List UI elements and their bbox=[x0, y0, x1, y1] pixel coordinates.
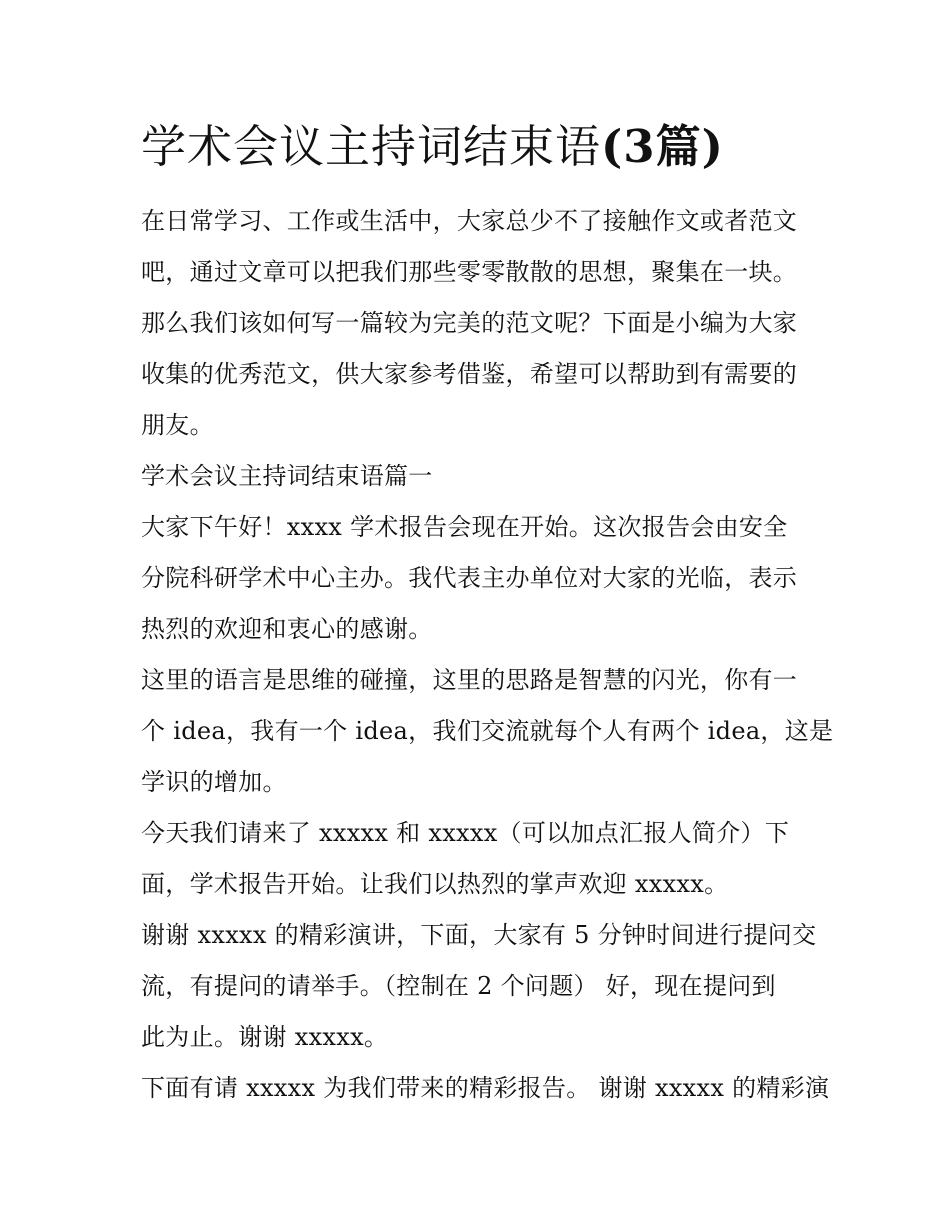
document-body bbox=[141, 196, 834, 1114]
text-line: 在日常学习、工作或生活中，大家总少不了接触作文或者范文 bbox=[141, 207, 798, 235]
text-line: 收集的优秀范文，供大家参考借鉴，希望可以帮助到有需要的 bbox=[141, 360, 798, 388]
section-heading: 学术会议主持词结束语篇一 bbox=[141, 462, 433, 490]
text-line: 学识的增加。 bbox=[141, 768, 287, 796]
text-line: 下面有请 xxxxx 为我们带来的精彩报告。 谢谢 xxxxx 的精彩演 bbox=[141, 1074, 830, 1102]
title-suffix: (3篇) bbox=[601, 120, 724, 173]
text-line: 流，有提问的请举手。（控制在 2 个问题） 好，现在提问到 bbox=[141, 972, 776, 1000]
title-main: 学术会议主持词结束语 bbox=[141, 120, 602, 173]
text-line: 大家下午好！xxxx 学术报告会现在开始。这次报告会由安全 bbox=[141, 513, 788, 541]
text-line: 吧，通过文章可以把我们那些零零散散的思想，聚集在一块。 bbox=[141, 258, 798, 286]
text-line: 朋友。 bbox=[141, 411, 214, 439]
document-title bbox=[141, 112, 724, 182]
text-line: 面，学术报告开始。让我们以热烈的掌声欢迎 xxxxx。 bbox=[141, 870, 729, 898]
text-line: 分院科研学术中心主办。我代表主办单位对大家的光临，表示 bbox=[141, 564, 798, 592]
text-line: 此为止。谢谢 xxxxx。 bbox=[141, 1023, 389, 1051]
text-line: 热烈的欢迎和衷心的感谢。 bbox=[141, 615, 433, 643]
text-line: 今天我们请来了 xxxxx 和 xxxxx（可以加点汇报人简介）下 bbox=[141, 819, 790, 847]
text-line: 那么我们该如何写一篇较为完美的范文呢？下面是小编为大家 bbox=[141, 309, 798, 337]
text-line: 个 idea，我有一个 idea，我们交流就每个人有两个 idea，这是 bbox=[141, 717, 834, 745]
text-line: 谢谢 xxxxx 的精彩演讲，下面，大家有 5 分钟时间进行提问交 bbox=[141, 921, 817, 949]
text-line: 这里的语言是思维的碰撞，这里的思路是智慧的闪光，你有一 bbox=[141, 666, 798, 694]
